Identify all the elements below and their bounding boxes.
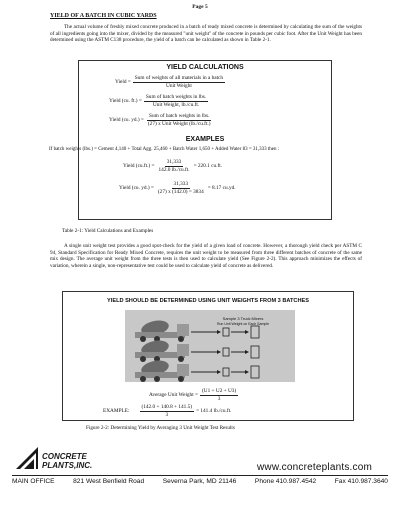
page-number: Page 5 xyxy=(192,4,208,10)
office-label: MAIN OFFICE xyxy=(12,478,55,485)
yield-equation-general xyxy=(115,75,227,89)
ex1-numerator: 31,333 xyxy=(166,159,182,165)
yield-equation-cuft xyxy=(109,94,210,108)
annotation-line2: Run Unit Weight on Each Sample xyxy=(216,322,270,326)
fig-example-result: = 141.4 lb./cu.ft. xyxy=(196,408,232,414)
avg-denominator: 3 xyxy=(217,395,221,402)
ex1-result: = 220.1 cu.ft. xyxy=(193,163,223,169)
fig-example-lhs: EXAMPLE: xyxy=(103,408,130,414)
example-cuyd xyxy=(119,181,236,195)
logo-line1: CONCRETE xyxy=(42,452,87,461)
annotation-line1: Sample 3 Truck Mixers xyxy=(222,316,264,321)
example-batch-line: If batch weights (lbs.) = Cement 4,140 + Total Agg. 25,460 + Batch Water 1,650 + Added Water 83 = 31,333 then : xyxy=(49,147,280,152)
phone-number: Phone 410.987.4542 xyxy=(254,478,317,485)
eq1-denominator: Unit Weight xyxy=(166,82,192,89)
intro-paragraph xyxy=(50,24,362,44)
table-caption: Table 2-1: Yield Calculations and Examples xyxy=(62,228,154,234)
ex1-lhs: Yield (cu.ft.) = xyxy=(123,163,155,169)
figure-caption: Figure 2-2: Determining Yield by Averaging 3 Unit Weight Test Results xyxy=(86,425,235,431)
street-address: 821 West Benfield Road xyxy=(73,478,145,485)
figure-example-equation xyxy=(103,404,231,418)
yield-calculations-box xyxy=(49,60,332,220)
ex2-result: = 8.17 cu.yd. xyxy=(207,185,236,191)
ex2-denominator: (27) x (142.0) = 3834 xyxy=(157,188,204,195)
fax-number: Fax 410.987.3640 xyxy=(334,478,388,485)
eq1-numerator: Sum of weights of all materials in a batch xyxy=(134,75,224,81)
avg-lhs: Average Unit Weight = xyxy=(149,392,198,398)
office-address-bar xyxy=(12,478,388,485)
figure-title: YIELD SHOULD BE DETERMINED USING UNIT WEIGHTS FROM 3 BATCHES xyxy=(107,298,309,304)
yield-box-title: YIELD CALCULATIONS xyxy=(166,64,244,71)
logo-mark-icon xyxy=(14,445,40,471)
yield-equation-cuyd xyxy=(109,113,215,127)
company-logo xyxy=(14,445,93,475)
example-cuft xyxy=(123,159,222,173)
figure-box xyxy=(62,291,354,421)
eq2-denominator: Unit Weight, lb./cu.ft. xyxy=(152,101,200,108)
logo-line2: PLANTS,INC. xyxy=(42,461,93,470)
ex1-denominator: 142.0 lb./cu.ft. xyxy=(158,166,190,173)
body-text: A single unit weight test provides a good spot-check for the yield of a given load of concrete. However, a thorough yield check per ASTM C 94, Standard Specification for Ready Mixed Concrete, requires the unit weight to be measured from three different batches of concrete of the same mix design. The average unit weight from the three tests is then used to calculate yield (See Figure 2-2). This approach minimizes the effects of variation, wherein a single, non-representative test could be used to calculate yield of concrete as delivered. xyxy=(50,243,362,269)
intro-text: The actual volume of freshly mixed concrete produced in a batch of ready mixed concrete is determined by calculating the sum of the weights of all ingredients going into the mixer, divided by the measured "unit weight" of the concrete in pounds per cubic foot. After the Unit Weight has been determined using the ASTM C138 procedure, the yield of a batch can be calculated as shown in Table 2-1. xyxy=(50,24,362,44)
footer-divider xyxy=(12,475,388,476)
ex2-numerator: 31,333 xyxy=(173,181,189,187)
eq3-denominator: (27) x Unit Weight (lb./cu.ft.) xyxy=(147,120,211,127)
eq3-lhs: Yield (cu. yd.) = xyxy=(109,117,144,123)
website-link[interactable]: www.concreteplants.com xyxy=(256,462,372,473)
truck-mixers-illustration xyxy=(125,310,295,382)
eq1-lhs: Yield = xyxy=(115,79,131,85)
ex2-lhs: Yield (cu. yd.) = xyxy=(119,185,154,191)
average-unit-weight-equation xyxy=(149,388,240,402)
body-paragraph xyxy=(50,243,362,269)
eq3-numerator: Sum of batch weights in lbs. xyxy=(149,113,210,119)
eq2-lhs: Yield (cu. ft.) = xyxy=(109,98,142,104)
avg-numerator: (U1 + U2 + U3) xyxy=(202,388,237,394)
fig-example-numerator: (142.0 + 140.8 + 141.5) xyxy=(141,404,193,410)
fig-example-denominator: 3 xyxy=(165,411,169,418)
eq2-numerator: Sum of batch weights in lbs. xyxy=(145,94,207,100)
section-heading: YIELD OF A BATCH IN CUBIC YARDS xyxy=(50,13,157,19)
examples-title: EXAMPLES xyxy=(185,136,225,143)
city-state-zip: Severna Park, MD 21146 xyxy=(162,478,237,485)
